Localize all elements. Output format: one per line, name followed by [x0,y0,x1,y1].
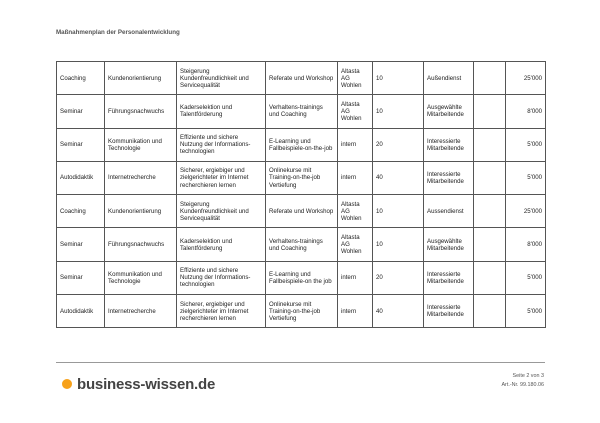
table-row [57,195,546,228]
cell-budget: 5'000 [506,261,546,294]
cell-provider: Altasta AG Wohlen [338,228,373,261]
cell-hours: 10 [373,195,424,228]
cell-format: Verhaltens-trainings und Coaching [266,95,338,128]
article-number: Art.-Nr. 99.180.06 [501,382,544,388]
cell-provider: intern [338,128,373,161]
cell-hours: 10 [373,95,424,128]
cell-topic: Internetrecherche [105,295,177,328]
cell-audience: Ausgewählte Mitarbeitende [424,95,474,128]
cell-provider: Altasta AG Wohlen [338,95,373,128]
cell-blank [474,228,506,261]
cell-method: Seminar [57,95,105,128]
cell-method: Autodidaktik [57,161,105,194]
logo-text: business-wissen.de [77,375,216,393]
cell-goal: Effiziente und sichere Nutzung der Informations-technologien [177,261,266,294]
cell-goal: Effiziente und sichere Nutzung der Informations-technologien [177,128,266,161]
cell-audience: Interessierte Mitarbeitende [424,161,474,194]
cell-budget: 8'000 [506,95,546,128]
cell-hours: 10 [373,62,424,95]
cell-provider: Altasta AG Wohlen [338,195,373,228]
table-row [57,295,546,328]
cell-goal: Kaderselektion und Talentförderung [177,228,266,261]
logo-dot-icon [62,379,72,389]
cell-topic: Führungsnachwuchs [105,228,177,261]
footer-divider [56,362,545,363]
table-row [57,261,546,294]
measures-table [56,61,546,328]
cell-method: Coaching [57,62,105,95]
cell-format: Onlinekurse mit Training-on-the-job Vertiefung [266,161,338,194]
cell-blank [474,95,506,128]
cell-goal: Steigerung Kundenfreundlichkeit und Servicequalität [177,62,266,95]
cell-method: Autodidaktik [57,295,105,328]
cell-budget: 8'000 [506,228,546,261]
cell-blank [474,295,506,328]
cell-audience: Aussendienst [424,195,474,228]
cell-hours: 40 [373,161,424,194]
table-row [57,95,546,128]
cell-blank [474,62,506,95]
cell-hours: 40 [373,295,424,328]
cell-budget: 5'000 [506,295,546,328]
cell-topic: Kundenorientierung [105,195,177,228]
table-row [57,62,546,95]
cell-method: Seminar [57,128,105,161]
cell-method: Seminar [57,261,105,294]
page-info [501,372,544,390]
cell-format: Referate und Workshop [266,195,338,228]
cell-budget: 25'000 [506,195,546,228]
cell-goal: Sicherer, ergiebiger und zielgerichteter im Internet recherchieren lernen [177,295,266,328]
cell-format: Onlinekurse mit Training-on-the-job Vertiefung [266,295,338,328]
page-number: Seite 2 von 3 [512,373,544,379]
cell-audience: Ausgewählte Mitarbeitende [424,228,474,261]
table-row [57,128,546,161]
cell-format: E-Learning und Fallbeispiele-on the job [266,261,338,294]
cell-topic: Kommunikation und Technologie [105,261,177,294]
cell-topic: Kommunikation und Technologie [105,128,177,161]
cell-budget: 25'000 [506,62,546,95]
cell-audience: Interessierte Mitarbeitende [424,295,474,328]
table-row [57,228,546,261]
cell-topic: Kundenorientierung [105,62,177,95]
cell-blank [474,195,506,228]
cell-hours: 20 [373,128,424,161]
cell-goal: Sicherer, ergiebiger und zielgerichteter im Internet recherchieren lernen [177,161,266,194]
document-title: Maßnahmenplan der Personalentwicklung [56,29,180,36]
cell-audience: Interessierte Mitarbeitende [424,128,474,161]
cell-goal: Steigerung Kundenfreundlichkeit und Servicequalität [177,195,266,228]
cell-blank [474,128,506,161]
cell-goal: Kaderselektion und Talentförderung [177,95,266,128]
cell-format: Verhaltens-trainings und Coaching [266,228,338,261]
cell-audience: Interessierte Mitarbeitende [424,261,474,294]
cell-format: E-Learning und Fallbeispiele-on-the-job [266,128,338,161]
cell-method: Coaching [57,195,105,228]
cell-blank [474,161,506,194]
cell-hours: 10 [373,228,424,261]
cell-blank [474,261,506,294]
cell-provider: intern [338,261,373,294]
cell-audience: Außendienst [424,62,474,95]
business-wissen-logo [62,375,215,393]
cell-format: Referate und Workshop [266,62,338,95]
cell-provider: intern [338,161,373,194]
cell-budget: 5'000 [506,128,546,161]
cell-budget: 5'000 [506,161,546,194]
cell-provider: intern [338,295,373,328]
cell-topic: Internetrecherche [105,161,177,194]
cell-method: Seminar [57,228,105,261]
cell-topic: Führungsnachwuchs [105,95,177,128]
table-row [57,161,546,194]
cell-hours: 20 [373,261,424,294]
cell-provider: Altasta AG Wohlen [338,62,373,95]
